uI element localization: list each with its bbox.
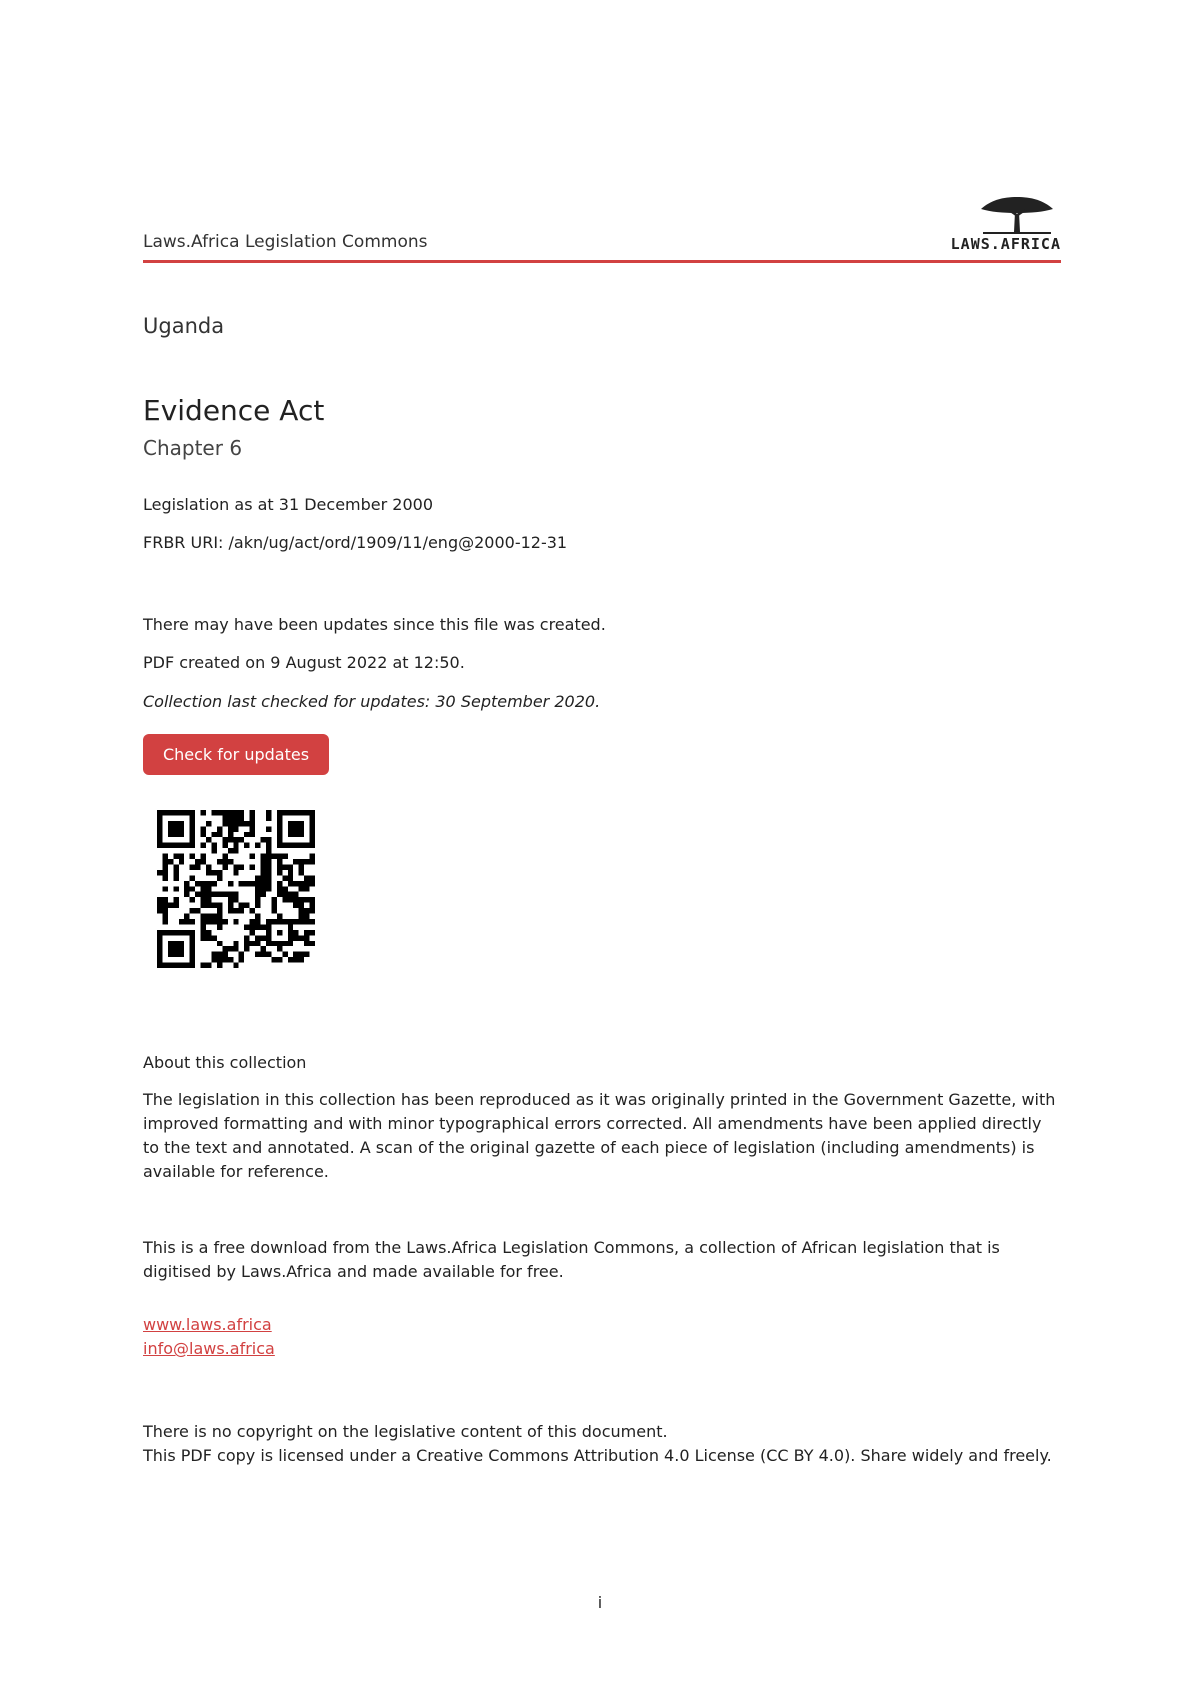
frbr-uri: FRBR URI: /akn/ug/act/ord/1909/11/eng@2000-12-31 (143, 533, 568, 552)
collection-checked: Collection last checked for updates: 30 September 2020. (143, 692, 601, 711)
country-name: Uganda (143, 314, 225, 338)
license-notice: This PDF copy is licensed under a Creative Commons Attribution 4.0 License (CC BY 4.0). Share widely and freely. (143, 1446, 1052, 1465)
qr-code[interactable] (157, 810, 315, 968)
updates-notice: There may have been updates since this file was created. (143, 615, 606, 634)
about-paragraph: The legislation in this collection has been reproduced as it was originally printed in the Government Gazette, with improved formatting and with minor typographical errors corrected. All amendments have been applied directly to the text and annotated. A scan of the original gazette of each piece of legislation (including amendments) is available for reference. (143, 1090, 1056, 1181)
logo-text: LAWS.AFRICA (950, 235, 1061, 253)
about-heading: About this collection (143, 1053, 307, 1072)
chapter-label: Chapter 6 (143, 436, 243, 460)
pdf-created: PDF created on 9 August 2022 at 12:50. (143, 653, 465, 672)
free-download-text: This is a free download from the Laws.Africa Legislation Commons, a collection of African legislation that is digitised by Laws.Africa and made available for free. (143, 1238, 1000, 1281)
page-number: i (597, 1593, 603, 1612)
email-link[interactable]: info@laws.africa (143, 1339, 275, 1358)
page-header (143, 192, 1061, 263)
acacia-tree-icon (977, 192, 1057, 234)
copyright-notice: There is no copyright on the legislative content of this document. (143, 1422, 668, 1441)
laws-africa-logo (950, 192, 1061, 254)
legislation-date: Legislation as at 31 December 2000 (143, 495, 434, 514)
check-for-updates-button[interactable]: Check for updates (143, 734, 329, 775)
header-title: Laws.Africa Legislation Commons (143, 232, 428, 252)
website-link[interactable]: www.laws.africa (143, 1315, 272, 1334)
act-title: Evidence Act (143, 394, 325, 427)
